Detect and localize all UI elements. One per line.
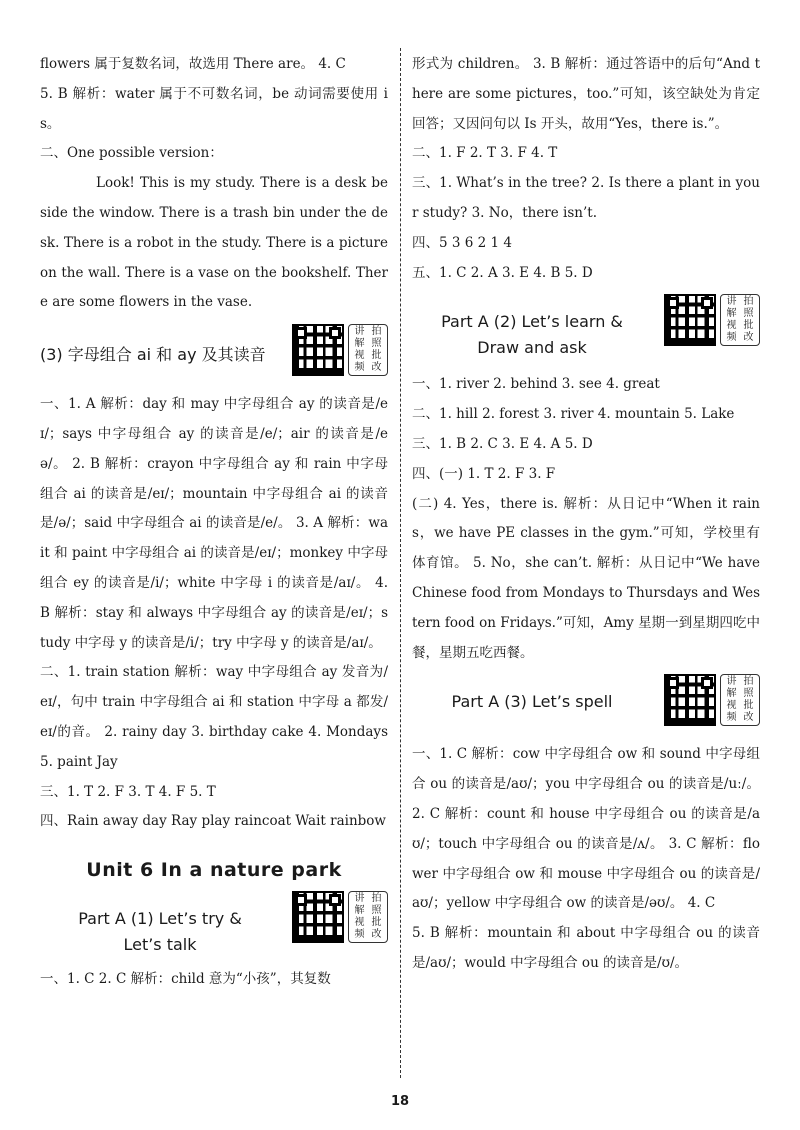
right-column: [412, 50, 760, 979]
section-part-a3: [412, 674, 760, 736]
part-a2-para-1: 一、1. river 2. behind 3. see 4. great: [412, 376, 660, 393]
part-a3-para-2: 5. B 解析：mountain 和 about 中字母组合 ou 的读音是/aʊ/；would 中字母组合 ou 的读音是/ʊ/。: [412, 925, 760, 971]
qr-label: 讲 拍 解 照 视 批 频 改: [720, 674, 760, 726]
qr-code-icon[interactable]: [664, 674, 716, 726]
sample-essay: Look! This is my study. There is a desk beside the window. There is a trash bin under the desk. There is a robot in the study. There is a picture on the wall. There is a vase on the bookshelf. There are some flowers in the vase.: [40, 175, 388, 311]
part-a2-para-4: 四、(一) 1. T 2. F 3. F: [412, 465, 556, 482]
right-para-1: 形式为 children。 3. B 解析：通过答语中的后句“And there are some pictures，too.”可知，该空缺处为肯定回答；又因问句以 Is 开头，故用“Yes，there is.”。: [412, 56, 760, 132]
section-title-part-a3: Part A (3) Let’s spell: [451, 692, 613, 712]
qr-label: 讲 拍 解 照 视 批 频 改: [348, 891, 388, 943]
left-para-3: 二、One possible version：: [40, 145, 223, 162]
ai-ay-part-1: 一、1. A 解析：day 和 may 中字母组合 ay 的读音是/eɪ/；says 中字母组合 ay 的读音是/e/；air 的读音是/eə/。 2. B 解析：crayon 中字母组合 ay 和 rain 中字母组合 ai 的读音是/eɪ/；mountain 中字母组合 ai 的读音是/ə/；said 中字母组合 ai 的读音是/e/。 3. A 解析：wait 和 paint 中字母组合 ai 的读音是/eɪ/；monkey 中字母组合 ey 的读音是/i/；white 中字母 i 的读音是/aɪ/。 4. B 解析：stay 和 always 中字母组合 ay 的读音是/eɪ/；study 中字母 y 的读音是/i/；try 中字母 y 的读音是/aɪ/。: [40, 396, 388, 651]
section-ai-ay: [40, 324, 388, 386]
section-title-part-a1-line1: Part A (1) Let’s try &: [78, 909, 242, 929]
left-para-1: flowers 属于复数名词，故选用 There are。 4. C: [40, 56, 346, 72]
part-a2-para-5: (二) 4. Yes，there is. 解析：从日记中“When it rains，we have PE classes in the gym.”可知，学校里有体育馆。 5. No，she can’t. 解析：从日记中“We have Chinese food from Mondays to Thursdays and Western food on Fridays.”可知，Amy 星期一到星期四吃中餐，星期五吃西餐。: [412, 495, 760, 661]
section-title-ai-ay: (3) 字母组合 ai 和 ay 及其读音: [40, 345, 266, 365]
qr-label: 讲 拍 解 照 视 批 频 改: [348, 324, 388, 376]
ai-ay-part-2: 二、1. train station 解析：way 中字母组合 ay 发音为/eɪ/，句中 train 中字母组合 ai 和 station 中字母 a 都发/eɪ/的音。 2. rainy day 3. birthday cake 4. Mondays 5. paint Jay: [40, 664, 388, 770]
left-column: [40, 50, 388, 995]
left-para-2: 5. B 解析：water 属于不可数名词，be 动词需要使用 is。: [40, 85, 388, 132]
qr-label: 讲 拍 解 照 视 批 频 改: [720, 294, 760, 346]
section-title-part-a1-line2: Let’s talk: [123, 935, 197, 955]
ai-ay-part-3: 三、1. T 2. F 3. T 4. F 5. T: [40, 783, 216, 800]
right-para-2: 二、1. F 2. T 3. F 4. T: [412, 145, 558, 162]
right-para-4: 四、5 3 6 2 1 4: [412, 234, 512, 251]
column-divider: [400, 48, 401, 1078]
part-a2-para-3: 三、1. B 2. C 3. E 4. A 5. D: [412, 435, 593, 452]
right-para-3: 三、1. What’s in the tree? 2. Is there a plant in your study? 3. No，there isn’t.: [412, 175, 760, 221]
section-title-part-a2-line2: Draw and ask: [477, 338, 587, 358]
page-number: 18: [390, 1094, 410, 1109]
section-title-part-a2-line1: Part A (2) Let’s learn &: [441, 312, 623, 332]
part-a3-para-1: 一、1. C 解析：cow 中字母组合 ow 和 sound 中字母组合 ou 的读音是/aʊ/；you 中字母组合 ou 的读音是/uː/。 2. C 解析：count 和 house 中字母组合 ou 的读音是/aʊ/；touch 中字母组合 ou 的读音是/ʌ/。 3. C 解析：flower 中字母组合 ow 和 mouse 中字母组合 ou 的读音是/aʊ/；yellow 中字母组合 ow 的读音是/əʊ/。 4. C: [412, 746, 760, 912]
qr-code-icon[interactable]: [292, 891, 344, 943]
part-a2-para-2: 二、1. hill 2. forest 3. river 4. mountain 5. Lake: [412, 406, 735, 423]
ai-ay-part-4: 四、Rain away day Ray play raincoat Wait rainbow: [40, 813, 386, 830]
unit-title: Unit 6 In a nature park: [86, 859, 342, 882]
section-part-a1: [40, 891, 388, 961]
section-part-a2: [412, 294, 760, 366]
part-a1-para-1: 一、1. C 2. C 解析：child 意为“小孩”，其复数: [40, 971, 331, 988]
right-para-5: 五、1. C 2. A 3. E 4. B 5. D: [412, 264, 593, 281]
qr-code-icon[interactable]: [292, 324, 344, 376]
qr-code-icon[interactable]: [664, 294, 716, 346]
